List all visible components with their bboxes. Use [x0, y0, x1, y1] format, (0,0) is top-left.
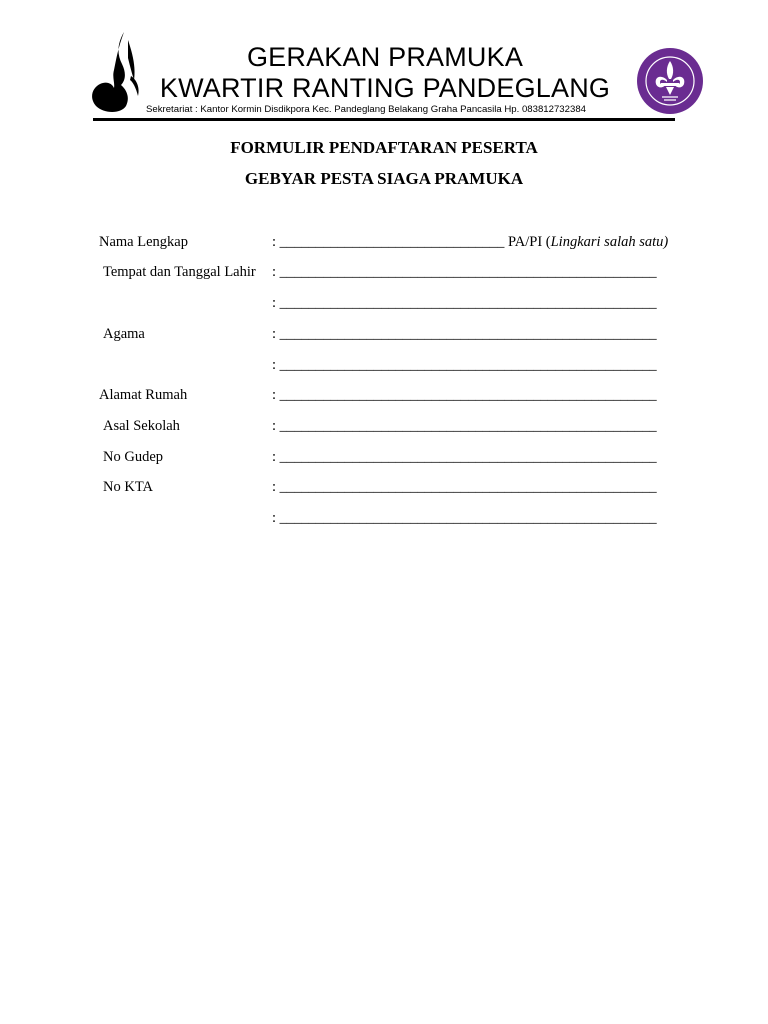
field-label: Tempat dan Tanggal Lahir	[103, 264, 256, 280]
field-label: Agama	[103, 326, 145, 342]
field-row-asal-sekolah	[0, 416, 768, 436]
field-row-no-gudep	[0, 447, 768, 467]
header-divider	[93, 118, 675, 121]
field-blank-line[interactable]: : ____________________________________________________	[272, 449, 657, 465]
field-blank-line[interactable]: : ____________________________________________________	[272, 510, 657, 526]
field-row-no-kta	[0, 477, 768, 497]
field-row-tempat-tanggal-lahir	[0, 262, 768, 282]
org-title-line1: GERAKAN PRAMUKA	[246, 42, 524, 72]
scout-emblem-icon	[636, 47, 704, 115]
field-row-continuation	[0, 293, 768, 313]
tunas-kelapa-logo-icon	[90, 30, 142, 114]
field-label: No Gudep	[103, 449, 164, 465]
letterhead	[0, 0, 768, 125]
field-blank-line[interactable]: : ____________________________________________________	[272, 418, 657, 434]
field-blank-line[interactable]: : _______________________________ PA/PI (Lingkari salah satu)	[272, 234, 669, 250]
org-title-line2: KWARTIR RANTING PANDEGLANG	[159, 73, 611, 103]
field-row-agama	[0, 324, 768, 344]
field-row-continuation	[0, 508, 768, 528]
field-blank-line[interactable]: : ____________________________________________________	[272, 264, 657, 280]
field-blank-line[interactable]: : ____________________________________________________	[272, 295, 657, 311]
field-note: Lingkari salah satu)	[550, 234, 669, 250]
field-blank-line[interactable]: : ____________________________________________________	[272, 479, 657, 495]
secretariat-address: Sekretariat : Kantor Kormin Disdikpora Kec. Pandeglang Belakang Graha Pancasila Hp. 083812732384	[146, 104, 586, 115]
field-label: Alamat Rumah	[99, 387, 188, 403]
field-label: Asal Sekolah	[103, 418, 180, 434]
field-row-alamat-rumah	[0, 385, 768, 405]
form-title: FORMULIR PENDAFTARAN PESERTA	[230, 138, 538, 157]
event-title: GEBYAR PESTA SIAGA PRAMUKA	[244, 169, 524, 188]
field-label: Nama Lengkap	[99, 234, 188, 250]
field-row-continuation	[0, 355, 768, 375]
field-blank-line[interactable]: : ____________________________________________________	[272, 387, 657, 403]
field-blank-line[interactable]: : ____________________________________________________	[272, 357, 657, 373]
field-label: No KTA	[103, 479, 153, 495]
field-blank-line[interactable]: : ____________________________________________________	[272, 326, 657, 342]
field-row-nama-lengkap	[0, 232, 768, 252]
